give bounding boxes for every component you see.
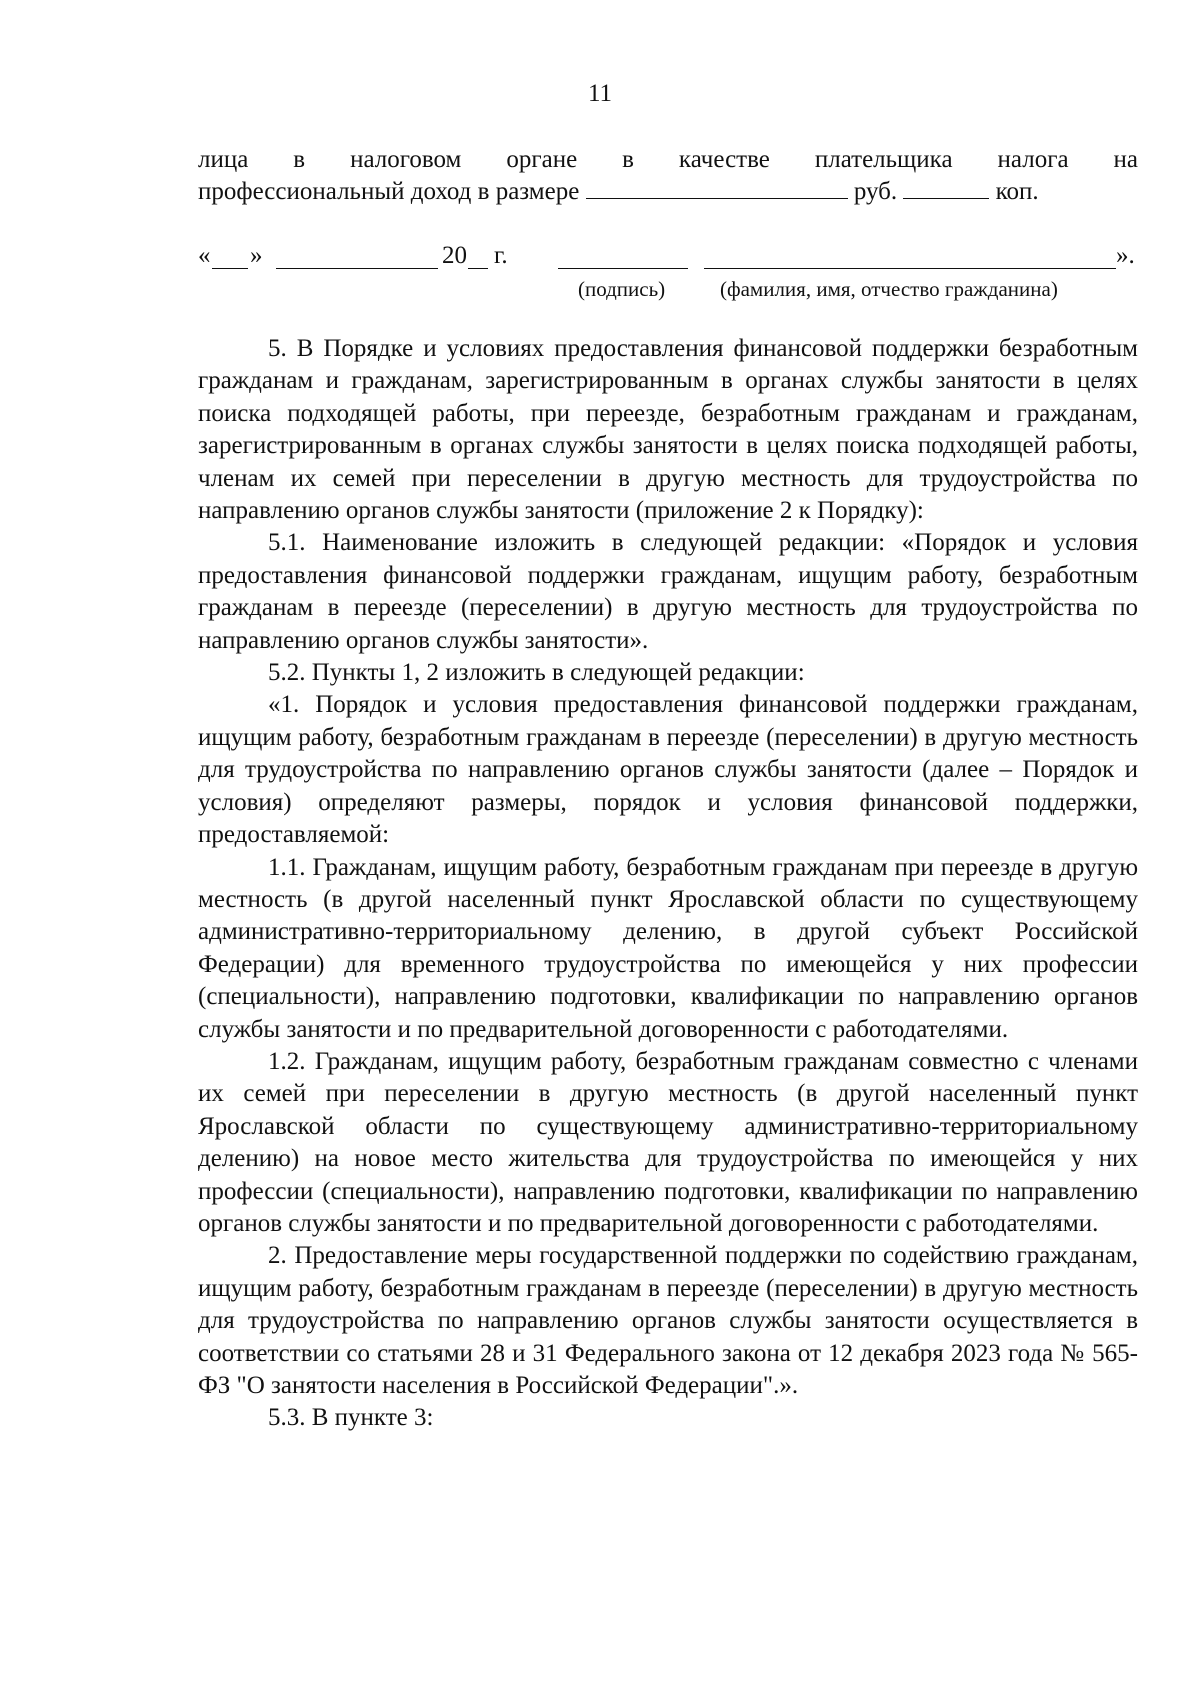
paragraph-5-1: 5.1. Наименование изложить в следующей редакции: «Порядок и условия предоставления финансовой поддержки гражданам, ищущим работу, безработным гражданам в переезде (переселении) в другую местность для трудоустройства по направлению органов службы занятости». xyxy=(198,529,1138,654)
signature-blank[interactable] xyxy=(558,246,688,269)
end-mark: ». xyxy=(1116,242,1135,269)
paragraph-clause-2: 2. Предоставление меры государственной поддержки по содействию гражданам, ищущим работу, безработным гражданам в переезде (переселении) в другую местность для трудоустройства по направлению органов службы занятости осуществляется в соответствии со статьями 28 и 31 Федерального закона от 12 декабря 2023 года № 565-ФЗ "О занятости населения в Российской Федерации".». xyxy=(198,1242,1138,1399)
rub-label: руб. xyxy=(853,178,898,205)
amount-prefix: профессиональный доход в размере xyxy=(198,178,580,205)
kop-label: коп. xyxy=(995,178,1039,205)
paragraph-clause-1-1: 1.1. Гражданам, ищущим работу, безработным гражданам при переезде в другую местность (в другой населенный пункт Ярославской области по существующему административно-территориальному делению, в другой субъект Российской Федерации) для временного трудоустройства по имеющейся у них профессии (специальности), направлению подготовки, квалификации по направлению органов службы занятости и по предварительной договоренности с работодателями. xyxy=(198,853,1138,1043)
paragraph-clause-1: «1. Порядок и условия предоставления финансовой поддержки гражданам, ищущим работу, безработным гражданам в переезде (переселении) в другую местность для трудоустройства по направлению органов службы занятости (далее – Порядок и условия) определяют размеры, порядок и условия финансовой поддержки, предоставляемой: xyxy=(198,691,1138,849)
payment-statement-line-2 xyxy=(198,176,1138,208)
document-body xyxy=(198,333,1138,1435)
signature-row xyxy=(198,240,1138,274)
year-blank[interactable] xyxy=(468,246,488,269)
year-suffix: г. xyxy=(494,242,508,269)
year-prefix: 20 xyxy=(442,242,467,269)
paragraph-clause-1-2: 1.2. Гражданам, ищущим работу, безработным гражданам совместно с членами их семей при переселении в другую местность (в другой населенный пункт Ярославской области по существующему административно-территориальному делению) на новое место жительства для трудоустройства по имеющейся у них профессии (специальности), направлению подготовки, квалификации по направлению органов службы занятости и по предварительной договоренности с работодателями. xyxy=(198,1047,1138,1237)
month-blank[interactable] xyxy=(276,246,438,269)
full-name-blank[interactable] xyxy=(704,246,1116,269)
day-blank[interactable] xyxy=(212,246,248,269)
page-number: 11 xyxy=(587,80,613,107)
amount-rub-blank[interactable] xyxy=(586,176,848,199)
paragraph-5: 5. В Порядке и условиях предоставления финансовой поддержки безработным гражданам и гражданам, зарегистрированным в органах службы занятости в целях поиска подходящей работы, при переезде, безработным гражданам и гражданам, зарегистрированным в органах службы занятости в целях поиска подходящей работы, членам их семей при переселении в другую местность для трудоустройства по направлению органов службы занятости (приложение 2 к Порядку): xyxy=(198,335,1138,525)
signature-caption: (подпись) xyxy=(578,277,666,301)
full-name-caption: (фамилия, имя, отчество гражданина) xyxy=(720,277,1058,301)
payment-statement-line-1: лица в налоговом органе в качестве плательщика налога на xyxy=(198,146,1138,173)
amount-kop-blank[interactable] xyxy=(903,176,989,199)
payment-statement xyxy=(198,144,1138,208)
day-quote-open: « xyxy=(198,242,211,269)
paragraph-5-2: 5.2. Пункты 1, 2 изложить в следующей редакции: xyxy=(268,659,805,687)
day-quote-close: » xyxy=(250,242,263,269)
paragraph-5-3: 5.3. В пункте 3: xyxy=(268,1404,434,1432)
